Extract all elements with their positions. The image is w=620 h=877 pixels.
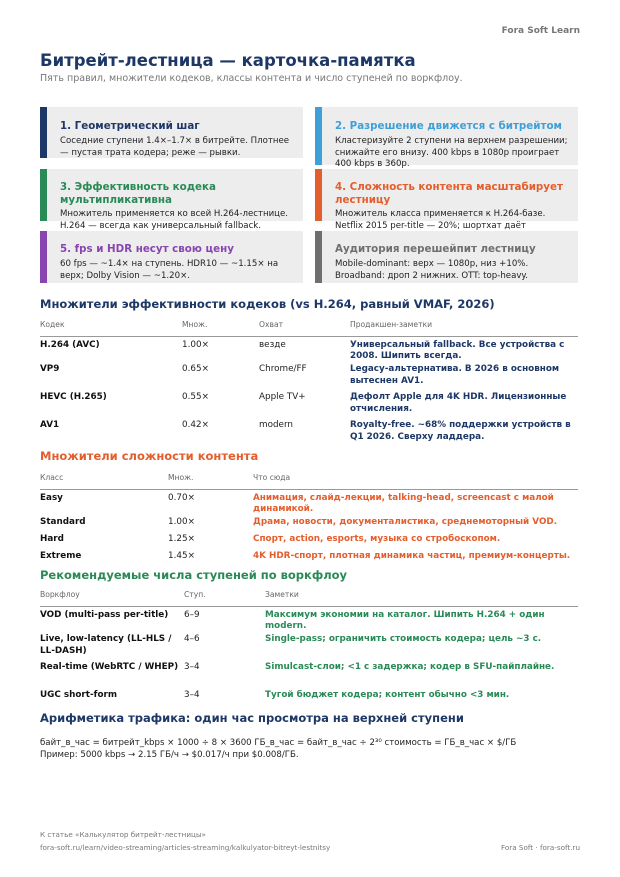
table-row (40, 336, 578, 364)
codec-note: Legacy-альтернатива. В 2026 в основном вытеснен AV1. (350, 364, 560, 386)
column-header: Кодек (40, 320, 182, 336)
workflow-steps: 4–6 (184, 634, 200, 644)
codec-multiplier: 0.65× (182, 364, 209, 374)
codec-table (40, 320, 578, 448)
traffic-section-heading: Арифметика трафика: один час просмотра на верхней ступени (40, 711, 464, 725)
footer-source: К статье «Калькулятор битрейт-лестницы» (40, 830, 206, 839)
table-row (40, 634, 578, 662)
page-subtitle: Пять правил, множители кодеков, классы контента и число ступеней по воркфлоу. (40, 73, 463, 84)
class-name: Extreme (40, 551, 82, 561)
table-row (40, 534, 578, 551)
table-row (40, 420, 578, 448)
column-header: Множ. (168, 473, 253, 489)
table-row (40, 364, 578, 392)
rule-card-1 (40, 107, 303, 158)
table-header-row (40, 473, 578, 489)
workflow-steps: 3–4 (184, 690, 200, 700)
codec-note: Универсальный fallback. Все устройства с 2008. Шипить всегда. (350, 339, 565, 361)
rule-card-4 (315, 169, 578, 231)
codec-section-heading: Множители эффективности кодеков (vs H.264, равный VMAF, 2026) (40, 297, 495, 311)
class-name: Standard (40, 517, 86, 527)
workflow-steps: 3–4 (184, 662, 200, 672)
table-row (40, 392, 578, 420)
rule-card-2 (315, 107, 578, 169)
brand-label: Fora Soft Learn (501, 26, 580, 36)
codec-name: AV1 (40, 420, 60, 430)
footer-url: fora-soft.ru/learn/video-streaming/articles-streaming/kalkulyator-bitreyt-lestnitsy (40, 843, 331, 852)
workflow-note: Тугой бюджет кодера; контент обычно <3 мин. (265, 690, 510, 700)
rule-card-body: Соседние ступени 1.4×–1.7× в битрейте. Плотнее — пустая трата кодера; реже — рывки. (60, 136, 290, 158)
column-header: Продакшен-заметки (350, 320, 578, 336)
rule-card-3 (40, 169, 303, 231)
codec-reach: Apple TV+ (259, 392, 306, 402)
column-header: Охват (259, 320, 350, 336)
rule-card-6 (315, 231, 578, 283)
table-row (40, 517, 578, 534)
footer-brand: Fora Soft · fora-soft.ru (501, 843, 580, 852)
table-row (40, 606, 578, 634)
codec-reach: везде (259, 339, 286, 350)
column-header: Что сюда (253, 473, 578, 489)
page-title: Битрейт-лестница — карточка-памятка (40, 51, 416, 70)
column-header: Класс (40, 473, 168, 489)
table-header-row (40, 320, 578, 336)
workflow-name: UGC short-form (40, 690, 117, 700)
rule-card-title: 5. fps и HDR несут свою цену (60, 243, 234, 255)
class-multiplier: 0.70× (168, 492, 195, 503)
column-header: Ступ. (184, 590, 265, 606)
rule-card-title: 2. Разрешение движется с битрейтом (335, 120, 562, 132)
class-name: Easy (40, 492, 63, 503)
workflow-steps: 6–9 (184, 609, 200, 620)
codec-name: H.264 (AVC) (40, 339, 100, 350)
class-name: Hard (40, 534, 64, 544)
table-header-row (40, 590, 578, 606)
rule-card-body: Множитель применяется ко всей H.264-лестнице. H.264 — всегда как универсальный fallback. (60, 209, 289, 231)
workflow-note: Single-pass; ограничить стоимость кодера; цель ~3 с. (265, 634, 542, 644)
rule-card-5 (40, 231, 303, 283)
rule-card-body: 60 fps — ~1.4× на ступень. HDR10 — ~1.15× на верх; Dolby Vision — ~1.20×. (60, 259, 279, 281)
class-note: Анимация, слайд-лекции, talking-head, screencast с малой динамикой. (253, 492, 554, 514)
traffic-example: Пример: 5000 kbps → 2.15 ГБ/ч → $0.017/ч при $0.008/ГБ. (40, 750, 299, 760)
workflow-name: Real-time (WebRTC / WHEP) (40, 662, 179, 672)
class-note: Спорт, action, esports, музыка со стробоскопом. (253, 534, 501, 544)
class-multiplier: 1.45× (168, 551, 195, 561)
workflow-name: Live, low-latency (LL-HLS / LL-DASH) (40, 634, 172, 656)
complexity-section-heading: Множители сложности контента (40, 449, 259, 463)
codec-reach: Chrome/FF (259, 364, 307, 374)
class-multiplier: 1.00× (168, 517, 195, 527)
workflow-note: Максимум экономии на каталог. Шипить H.264 + один modern. (265, 609, 545, 631)
codec-note: Royalty-free. ~68% поддержки устройств в Q1 2026. Сверху ладдера. (350, 420, 571, 442)
rule-card-title: 1. Геометрический шаг (60, 120, 200, 132)
workflow-section-heading: Рекомендуемые числа ступеней по воркфлоу (40, 568, 348, 582)
codec-reach: modern (259, 420, 293, 430)
table-row (40, 551, 578, 568)
traffic-formula: байт_в_час = битрейт_kbps × 1000 ÷ 8 × 3600 ГБ_в_час = байт_в_час ÷ 2³⁰ стоимость = ГБ_в_час × $/ГБ (40, 738, 517, 748)
table-row (40, 690, 578, 707)
class-note: 4K HDR-спорт, плотная динамика частиц, премиум-концерты. (253, 551, 571, 561)
rule-card-title: Аудитория перешейпит лестницу (335, 243, 536, 255)
workflow-note: Simulcast-слои; <1 с задержка; кодер в SFU-пайплайне. (265, 662, 555, 672)
class-multiplier: 1.25× (168, 534, 195, 544)
column-header: Заметки (265, 590, 578, 606)
codec-multiplier: 1.00× (182, 339, 209, 350)
rule-card-body: Mobile-dominant: верх — 1080p, низ +10%. Broadband: дроп 2 нижних. OTT: top-heavy. (335, 259, 529, 281)
codec-name: HEVC (H.265) (40, 392, 107, 402)
codec-name: VP9 (40, 364, 60, 374)
codec-multiplier: 0.55× (182, 392, 209, 402)
codec-multiplier: 0.42× (182, 420, 209, 430)
table-row (40, 662, 578, 690)
rule-card-title: 3. Эффективность кодека мультипликативна (60, 181, 216, 206)
codec-note: Дефолт Apple для 4K HDR. Лицензионные отчисления. (350, 392, 567, 414)
column-header: Множ. (182, 320, 259, 336)
class-note: Драма, новости, документалистика, среднемоторный VOD. (253, 517, 558, 527)
rule-card-title: 4. Сложность контента масштабирует лестницу (335, 181, 563, 206)
column-header: Воркфлоу (40, 590, 184, 606)
rule-card-body: Кластеризуйте 2 ступени на верхнем разрешении; снижайте его внизу. 400 kbps в 1080p проиграет 400 kbps в 360p. (335, 136, 568, 169)
table-row (40, 489, 578, 517)
workflow-name: VOD (multi-pass per-title) (40, 609, 169, 620)
complexity-table (40, 473, 578, 568)
workflow-table (40, 590, 578, 707)
rule-card-body: Множитель класса применяется к H.264-базе. Netflix 2015 per-title — 20%; шортхат даёт (335, 209, 546, 231)
